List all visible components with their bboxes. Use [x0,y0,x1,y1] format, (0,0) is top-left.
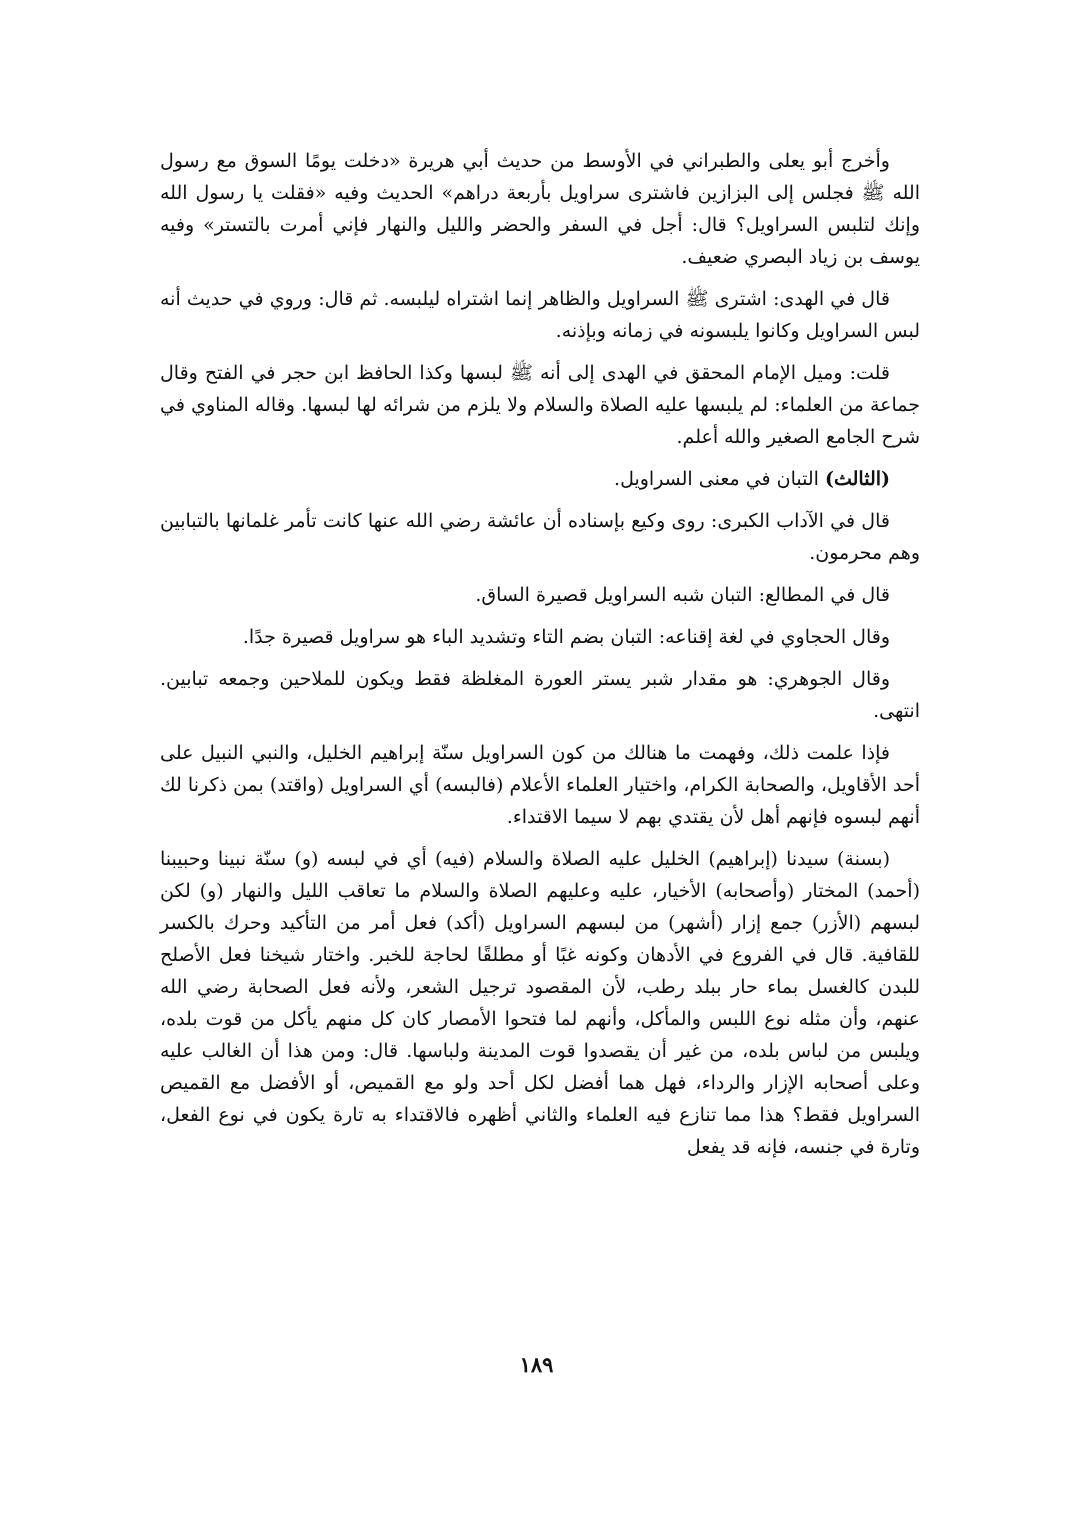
paragraph-1: وأخرج أبو يعلى والطبراني في الأوسط من حديث أبي هريرة «دخلت يومًا السوق مع رسول الله ﷺ فجلس إلى البزازين فاشترى سراويل بأربعة دراهم» الحديث وفيه «فقلت يا رسول الله وإنك لتلبس السراويل؟ قال: أجل في السفر والحضر والليل والنهار فإني أمرت بالتستر» وفيه يوسف بن زياد البصري ضعيف. [160,150,920,268]
paragraph-4 [160,463,920,495]
paragraph-4-text: التبان في معنى السراويل. [614,468,825,490]
paragraph-10: (بسنة) سيدنا (إبراهيم) الخليل عليه الصلاة والسلام (فيه) أي في لبسه (و) سنّة نبينا وحبيبنا (أحمد) المختار (وأصحابه) الأخيار، عليه وعليهم الصلاة والسلام ما تعاقب الليل والنهار (و) لكن لبسهم (الأزر) جمع إزار (أشهر) من لبسهم السراويل (أكد) فعل أمر من التأكيد وحرك بالكسر للقافية. قال في الفروع في الأدهان وكونه غبًا أو مطلقًا لحاجة للخبر. واختار شيخنا فعل الأصلح للبدن كالغسل بماء حار ببلد رطب، لأن المقصود ترجيل الشعر، ولأنه فعل الصحابة رضي الله عنهم، وأن مثله نوع اللبس والمأكل، وأنهم لما فتحوا الأمصار كان كل منهم يأكل من قوت بلده، ويلبس من لباس بلده، من غير أن يقصدوا قوت المدينة ولباسها. قال: ومن هذا أن الغالب عليه وعلى أصحابه الإزار والرداء، فهل هما أفضل لكل أحد ولو مع القميص، أو الأفضل مع القميص السراويل فقط؟ هذا مما تنازع فيه العلماء والثاني أظهره فالاقتداء به تارة يكون في نوع الفعل، وتارة في جنسه، فإنه قد يفعل [160,848,920,1158]
paragraph-7: وقال الحجاوي في لغة إقناعه: التبان بضم التاء وتشديد الباء هو سراويل قصيرة جدًا. [242,626,890,648]
paragraph-3: قلت: وميل الإمام المحقق في الهدى إلى أنه ﷺ لبسها وكذا الحافظ ابن حجر في الفتح وقال جماعة من العلماء: لم يلبسها عليه الصلاة والسلام ولا يلزم من شرائه لها لبسها. وقاله المناوي في شرح الجامع الصغير والله أعلم. [160,362,920,448]
section-heading: (الثالث) [824,468,890,490]
page-number: ١٨٩ [519,1352,554,1377]
paragraph-6: قال في المطالع: التبان شبه السراويل قصيرة الساق. [475,584,890,606]
paragraph-2: قال في الهدى: اشترى ﷺ السراويل والظاهر إنما اشتراه ليلبسه. ثم قال: وروي في حديث أنه لبس السراويل وكانوا يلبسونه في زمانه وبإذنه. [160,288,920,342]
paragraph-9: فإذا علمت ذلك، وفهمت ما هنالك من كون السراويل سنّة إبراهيم الخليل، والنبي النبيل على أحد الأقاويل، والصحابة الكرام، واختيار العلماء الأعلام (فالبسه) أي السراويل (واقتد) بمن ذكرنا لك أنهم لبسوه فإنهم أهل لأن يقتدي بهم لا سيما الاقتداء. [160,742,920,828]
paragraph-8: وقال الجوهري: هو مقدار شبر يستر العورة المغلظة فقط ويكون للملاحين وجمعه تبابين. انتهى. [160,668,920,722]
page-body [160,145,920,1173]
paragraph-5: قال في الآداب الكبرى: روى وكيع بإسناده أن عائشة رضي الله عنها كانت تأمر غلمانها بالتبابين وهم محرمون. [160,510,920,564]
